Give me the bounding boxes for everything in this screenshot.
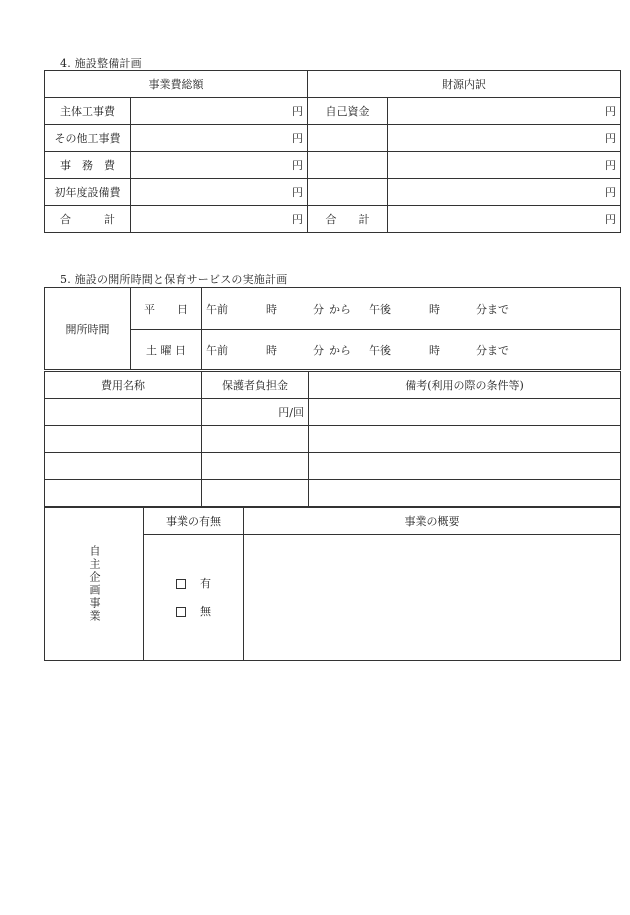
funding-amount-cell[interactable]: 円 bbox=[388, 98, 621, 125]
funding-total-amount-cell[interactable]: 円 bbox=[388, 206, 621, 233]
weekday-label: 平 日 bbox=[131, 288, 202, 330]
row-label: 主体工事費 bbox=[45, 98, 131, 125]
funding-breakdown-header: 財源内訳 bbox=[308, 71, 621, 98]
pm-label: 午後 bbox=[369, 302, 391, 316]
checkbox-icon[interactable] bbox=[176, 579, 186, 589]
hour-label: 時 bbox=[266, 343, 277, 357]
fee-table bbox=[44, 371, 621, 507]
guardian-cost-cell[interactable] bbox=[202, 453, 309, 480]
guardian-cost-cell[interactable]: 円/回 bbox=[202, 399, 309, 426]
self-project-label-text: 自主企画事業 bbox=[88, 545, 101, 623]
opening-hours-table bbox=[44, 287, 621, 370]
option-yes[interactable] bbox=[176, 570, 239, 598]
guardian-cost-header: 保護者負担金 bbox=[202, 372, 309, 399]
minute-label: 分 bbox=[313, 302, 324, 316]
project-summary-cell[interactable] bbox=[244, 535, 621, 661]
guardian-cost-cell[interactable] bbox=[202, 426, 309, 453]
amount-cell[interactable]: 円 bbox=[131, 98, 308, 125]
fee-name-cell[interactable] bbox=[45, 453, 202, 480]
amount-cell[interactable]: 円 bbox=[131, 125, 308, 152]
option-no[interactable] bbox=[176, 598, 239, 626]
opening-hours-label: 開所時間 bbox=[45, 288, 131, 370]
funding-total-label: 合 計 bbox=[308, 206, 388, 233]
self-project-table bbox=[44, 507, 621, 661]
notes-cell[interactable] bbox=[309, 399, 621, 426]
total-amount-cell[interactable]: 円 bbox=[131, 206, 308, 233]
option-no-label: 無 bbox=[200, 604, 211, 618]
funding-amount-cell[interactable]: 円 bbox=[388, 125, 621, 152]
saturday-label: 土 曜 日 bbox=[131, 330, 202, 370]
minute-label: 分 bbox=[313, 343, 324, 357]
checkbox-icon[interactable] bbox=[176, 607, 186, 617]
funding-label: 自己資金 bbox=[308, 98, 388, 125]
row-label: 事 務 費 bbox=[45, 152, 131, 179]
hour-label: 時 bbox=[429, 343, 440, 357]
total-label: 合 計 bbox=[45, 206, 131, 233]
pm-label: 午後 bbox=[369, 343, 391, 357]
funding-label[interactable] bbox=[308, 125, 388, 152]
am-label: 午前 bbox=[206, 343, 228, 357]
funding-label[interactable] bbox=[308, 152, 388, 179]
total-cost-header: 事業費総額 bbox=[45, 71, 308, 98]
project-presence-options bbox=[144, 535, 244, 661]
notes-cell[interactable] bbox=[309, 426, 621, 453]
section4-title: 4. 施設整備計画 bbox=[60, 57, 142, 70]
funding-amount-cell[interactable]: 円 bbox=[388, 152, 621, 179]
fee-name-cell[interactable] bbox=[45, 480, 202, 507]
fee-name-cell[interactable] bbox=[45, 399, 202, 426]
facility-plan-table bbox=[44, 70, 621, 233]
amount-cell[interactable]: 円 bbox=[131, 152, 308, 179]
from-label: から bbox=[329, 302, 351, 316]
minute-until-label: 分まで bbox=[476, 302, 509, 316]
funding-amount-cell[interactable]: 円 bbox=[388, 179, 621, 206]
notes-cell[interactable] bbox=[309, 480, 621, 507]
row-label: その他工事費 bbox=[45, 125, 131, 152]
project-summary-header: 事業の概要 bbox=[244, 508, 621, 535]
notes-header: 備考(利用の際の条件等) bbox=[309, 372, 621, 399]
funding-label[interactable] bbox=[308, 179, 388, 206]
guardian-cost-cell[interactable] bbox=[202, 480, 309, 507]
hour-label: 時 bbox=[429, 302, 440, 316]
am-label: 午前 bbox=[206, 302, 228, 316]
notes-cell[interactable] bbox=[309, 453, 621, 480]
hour-label: 時 bbox=[266, 302, 277, 316]
row-label: 初年度設備費 bbox=[45, 179, 131, 206]
from-label: から bbox=[329, 343, 351, 357]
amount-cell[interactable]: 円 bbox=[131, 179, 308, 206]
fee-name-cell[interactable] bbox=[45, 426, 202, 453]
weekday-hours[interactable] bbox=[202, 288, 621, 330]
option-yes-label: 有 bbox=[200, 576, 211, 590]
self-project-label bbox=[45, 508, 144, 661]
fee-name-header: 費用名称 bbox=[45, 372, 202, 399]
project-presence-header: 事業の有無 bbox=[144, 508, 244, 535]
minute-until-label: 分まで bbox=[476, 343, 509, 357]
section5-title: 5. 施設の開所時間と保育サービスの実施計画 bbox=[60, 273, 288, 286]
saturday-hours[interactable] bbox=[202, 330, 621, 370]
